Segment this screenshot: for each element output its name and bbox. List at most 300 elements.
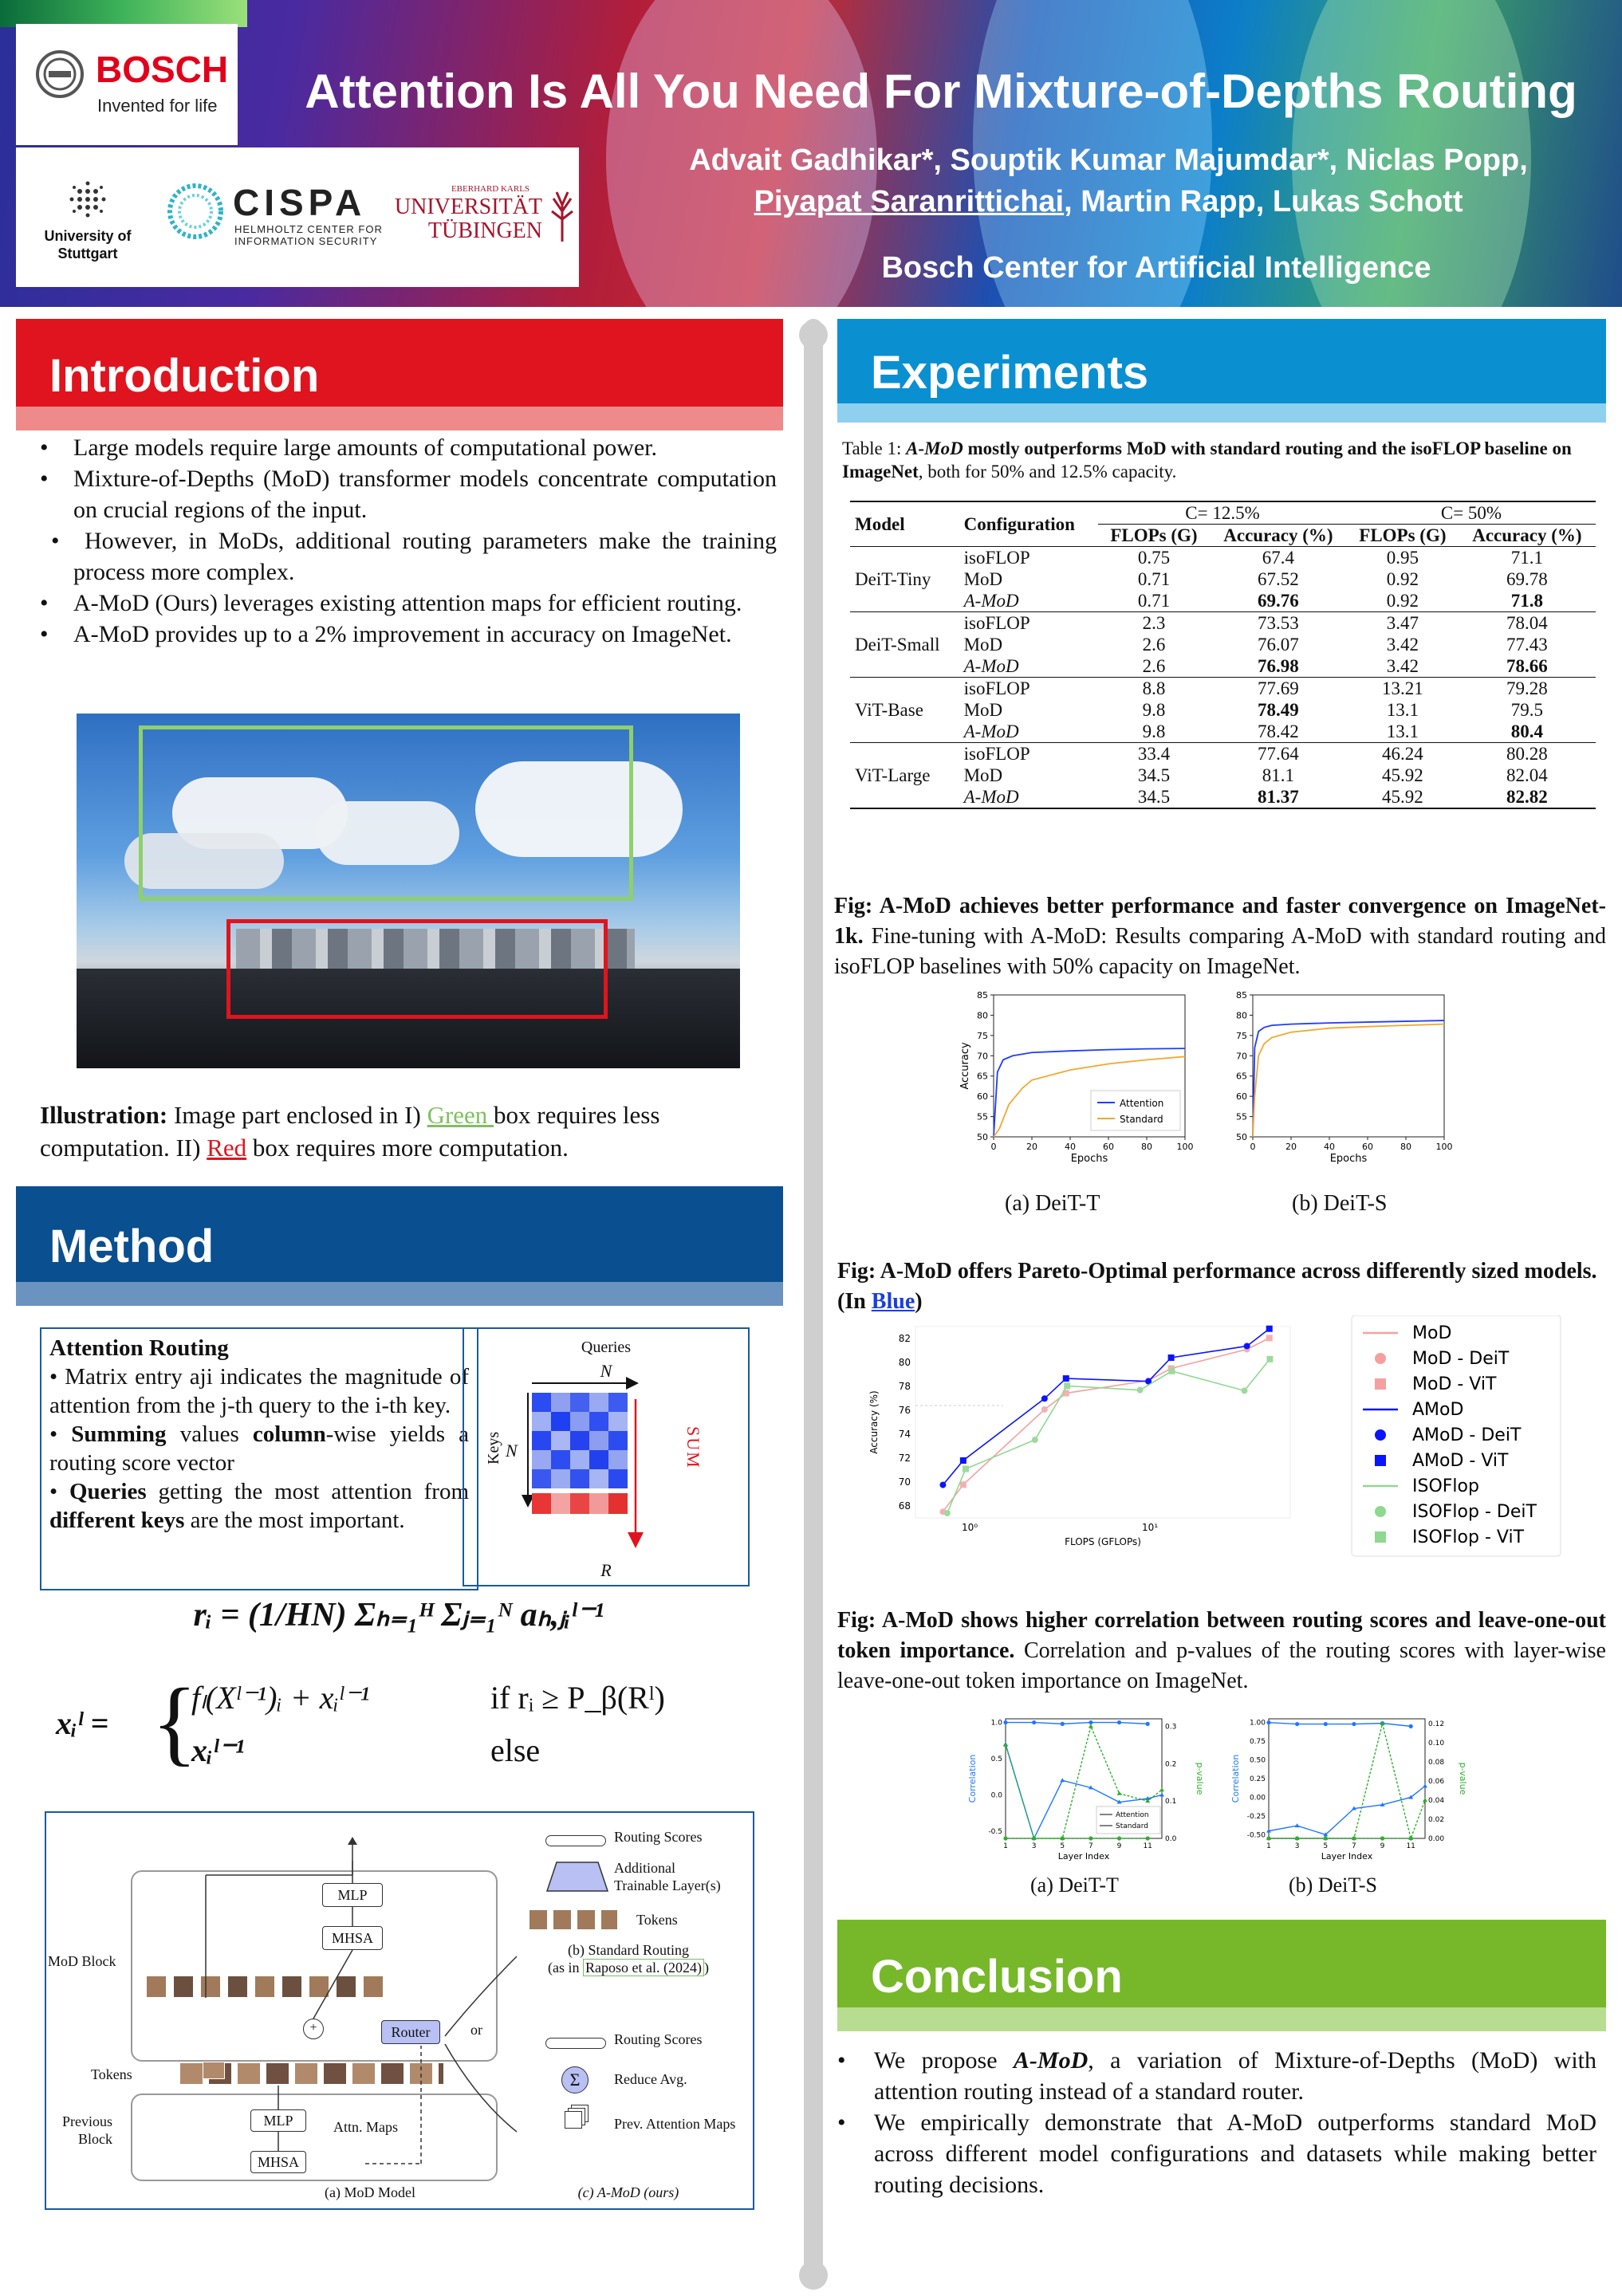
pareto-point-deit [1241, 1387, 1247, 1394]
attention-maps-stack-icon [565, 2111, 582, 2129]
table-cell-value: 76.98 [1258, 656, 1299, 676]
table-cell-value: 3.42 [1386, 656, 1419, 676]
series-marker [1061, 1722, 1065, 1726]
pareto-point-deit [1137, 1387, 1144, 1394]
y-tick-label: -0.25 [1246, 1812, 1266, 1821]
table-cell-value: 45.92 [1382, 765, 1423, 785]
legend-label: ISOFlop [1412, 1476, 1479, 1496]
pareto-point-deit [1041, 1406, 1048, 1413]
table-cell-value: 79.5 [1510, 700, 1544, 720]
authors-line2-rest: , Martin Rapp, Lukas Schott [1064, 185, 1463, 218]
x-tick-label: 40 [1065, 1142, 1076, 1152]
table-cell-value: 0.71 [1137, 591, 1171, 611]
y-right-tick-label: 0.02 [1428, 1816, 1445, 1824]
table-row [850, 743, 1596, 765]
pareto-line-amod [943, 1329, 1269, 1485]
intro-bullet: • A-MoD (Ours) leverages existing attention maps for efficient routing. [40, 588, 777, 619]
y-tick-label: 50 [1236, 1132, 1247, 1142]
x-tick-label: 11 [1143, 1842, 1152, 1850]
attn-maps-label: Attn. Maps [333, 2119, 398, 2135]
table-cell-value: 13.21 [1382, 678, 1423, 698]
pareto-point-vit [1266, 1326, 1273, 1332]
bosch-anchor-icon [35, 49, 85, 99]
series-marker [1324, 1722, 1328, 1726]
bosch-logo-box [16, 24, 238, 145]
conclusion-heading-bar [837, 2007, 1606, 2031]
x-tick-label: 1 [1003, 1842, 1008, 1850]
series-line [1006, 1723, 1148, 1724]
y-right-tick-label: 0.10 [1428, 1740, 1445, 1748]
table-cell-value: 2.3 [1142, 613, 1166, 633]
authors-line2 [622, 181, 1595, 222]
plot-frame [1269, 1719, 1425, 1838]
legend-label: AMoD - DeiT [1412, 1425, 1522, 1445]
table-cell-config: A-MoD [963, 721, 1019, 741]
legend-label: AMoD [1412, 1400, 1464, 1420]
y-axis-label: Accuracy (%) [868, 1390, 880, 1454]
cispa-logo-icon [163, 179, 227, 243]
x-tick-label: 40 [1324, 1142, 1335, 1152]
table-row [850, 765, 1596, 786]
table-cell-value: 45.92 [1382, 787, 1423, 807]
fig3-caption-bold: Fig: A-MoD shows higher correlation between routing scores and leave-one-out token importance. [837, 1608, 1606, 1663]
table-cell-config: A-MoD [963, 656, 1019, 676]
y-tick-label: 74 [898, 1429, 911, 1440]
y-tick-label: 1.0 [990, 1719, 1002, 1728]
routing-scores-label-c: Routing Scores [614, 2031, 703, 2047]
table-row [850, 634, 1596, 655]
y-tick-label: 50 [977, 1132, 988, 1142]
cispa-wordmark: CISPA [233, 182, 367, 223]
b2-bold-column: column [252, 1421, 326, 1447]
table-caption-bold: mostly outperforms MoD with standard routing and the isoFLOP baseline on ImageNet [842, 438, 1572, 482]
tokens-thumbnails-b [530, 1910, 617, 1929]
pareto-point-vit [960, 1457, 967, 1464]
series-marker [1117, 1720, 1121, 1724]
x-tick-label: 7 [1089, 1842, 1093, 1850]
mhsa-box: MHSA [322, 1926, 383, 1950]
attention-routing-b2 [49, 1420, 469, 1477]
tuebingen-1: UNIVERSITÄT [394, 195, 542, 219]
y-right-tick-label: 0.12 [1428, 1720, 1445, 1728]
series-marker [1003, 1743, 1008, 1747]
table-cell-config: A-MoD [963, 787, 1019, 807]
table-cell-value: 0.75 [1137, 548, 1171, 568]
col-configuration: Configuration [963, 514, 1075, 534]
trainable-layer-trapezoid [545, 1861, 609, 1893]
table-cell-value: 79.28 [1506, 678, 1548, 698]
y-tick-label: 0.25 [1249, 1775, 1266, 1783]
illus-text-3: box requires more computation. [246, 1134, 569, 1162]
series-line-attention [1253, 1020, 1444, 1137]
attention-routing-title: Attention Routing [49, 1335, 229, 1361]
table-cell-config: A-MoD [963, 591, 1019, 611]
table-row [850, 699, 1596, 721]
table-cell-model: DeiT-Tiny [855, 569, 931, 589]
tuebingen-tree-icon [549, 187, 576, 243]
y-right-tick-label: 0.06 [1428, 1778, 1445, 1786]
series-line-standard [1253, 1024, 1444, 1137]
attention-routing-box [40, 1327, 478, 1590]
intro-heading: Introduction [49, 350, 320, 402]
x-tick-label: 0 [1250, 1142, 1256, 1152]
y-tick-label: 85 [977, 990, 988, 1001]
table-cell-value: 2.6 [1142, 635, 1166, 655]
legend-label: Standard [1116, 1822, 1148, 1830]
intro-bullet: • Large models require large amounts of computational power. [40, 432, 777, 463]
table-cell-value: 71.8 [1510, 591, 1544, 611]
table-cell-value: 3.47 [1386, 613, 1419, 633]
table-cell-config: MoD [963, 635, 1003, 655]
y-tick-label: 76 [898, 1405, 911, 1416]
x-axis-label: Layer Index [1321, 1851, 1373, 1862]
legend-label: MoD [1412, 1323, 1452, 1343]
experiments-heading: Experiments [871, 347, 1149, 399]
x-tick-label: 80 [1400, 1142, 1411, 1152]
matrix-n-left: N [506, 1441, 518, 1461]
series-marker [1117, 1836, 1121, 1840]
table-cell-config: MoD [963, 569, 1003, 589]
poster-title: Attention Is All You Need For Mixture-of-Depths Routing [305, 65, 1577, 118]
matrix-n-top: N [600, 1361, 612, 1381]
pareto-point-deit [1041, 1395, 1048, 1402]
y-tick-label: 82 [898, 1333, 911, 1344]
table-cell-model-empty [850, 547, 959, 569]
legend-label: Attention [1120, 1098, 1164, 1109]
eq2-bot: xᵢˡ⁻¹ [191, 1732, 245, 1768]
series-marker [1003, 1836, 1007, 1840]
table-cell-value: 33.4 [1137, 744, 1171, 764]
x-tick-label: 80 [1141, 1142, 1152, 1152]
fig1a-chart [957, 989, 1196, 1180]
x-tick-label: 7 [1352, 1842, 1356, 1850]
y-tick-label: 55 [1236, 1111, 1247, 1122]
table-cell-value: 3.42 [1386, 635, 1419, 655]
additional-layer-label: Additional Trainable Layer(s) [614, 1860, 721, 1893]
caption-c-amod: (c) A-MoD (ours) [577, 2184, 679, 2200]
stuttgart-logo-icon [60, 171, 116, 227]
prev-attn-maps-label: Prev. Attention Maps [614, 2116, 736, 2132]
x-tick-label: 9 [1380, 1842, 1385, 1850]
illus-text-2: box requires less computation. II) [40, 1101, 660, 1162]
col-c-50: C= 50% [1347, 501, 1596, 525]
fig2-pareto-chart [861, 1315, 1619, 1578]
table-cell-value: 80.28 [1506, 744, 1548, 764]
routing-scores-label-b: Routing Scores [614, 1829, 703, 1845]
x-tick-label: 5 [1060, 1842, 1065, 1850]
tokens-label-b: Tokens [636, 1912, 678, 1928]
table-cell-value: 8.8 [1142, 678, 1166, 698]
y-tick-label: -0.50 [1246, 1831, 1266, 1840]
sum-node: + [303, 2019, 324, 2039]
prev-mlp-box: MLP [250, 2109, 306, 2132]
intro-bullet: • Mixture-of-Depths (MoD) transformer models concentrate computation on crucial regions of the input. [40, 463, 777, 525]
column-divider [804, 319, 823, 2288]
y-tick-label: 0.5 [990, 1755, 1002, 1763]
series-marker [1146, 1722, 1150, 1726]
table-cell-model: ViT-Base [855, 700, 923, 720]
table-cell-value: 0.92 [1386, 569, 1419, 589]
eq2-brace: { [152, 1669, 198, 1775]
col-acc-1: Accuracy (%) [1223, 525, 1333, 545]
reduce-avg-label: Reduce Avg. [614, 2071, 687, 2087]
fig1-caption-rest: Fine-tuning with A-MoD: Results comparing A-MoD with standard routing and isoFLOP baselines with 50% capacity on ImageNet. [834, 924, 1606, 979]
table-cell-model-empty [850, 743, 959, 765]
series-marker [1423, 1783, 1427, 1787]
illus-label: Illustration: [40, 1101, 168, 1129]
mod-architecture-figure [45, 1811, 754, 2210]
x-tick-label: 20 [1285, 1142, 1297, 1152]
x-tick-label: 100 [1176, 1142, 1194, 1152]
legend-swatch-square [1375, 1531, 1386, 1543]
series-marker [1409, 1724, 1413, 1728]
legend-label: Standard [1120, 1114, 1163, 1125]
table-cell-value: 69.78 [1506, 569, 1548, 589]
tuebingen-small: EBERHARD KARLS [451, 184, 530, 194]
series-marker [1089, 1724, 1093, 1728]
x-axis-label: FLOPS (GFLOPs) [1065, 1536, 1141, 1547]
attention-matrix-figure [463, 1327, 750, 1586]
x-tick-label: 10⁰ [962, 1522, 978, 1533]
pareto-point-vit [963, 1466, 969, 1472]
x-tick-label: 1 [1266, 1842, 1271, 1850]
table-cell-value: 81.37 [1258, 787, 1299, 807]
divider-cap-top [799, 320, 828, 349]
y-tick-label: 85 [1236, 990, 1247, 1001]
legend-label: MoD - DeiT [1412, 1349, 1510, 1369]
cispa-sub2: INFORMATION SECURITY [234, 235, 378, 247]
fig3-caption [837, 1606, 1606, 1696]
y-right-tick-label: 0.08 [1428, 1759, 1445, 1767]
legend-label: MoD - ViT [1412, 1374, 1497, 1394]
y-right-axis-label: p-value [1195, 1762, 1205, 1795]
y-right-tick-label: 0.1 [1165, 1798, 1177, 1807]
fig3b-chart [1224, 1712, 1479, 1872]
y-right-tick-label: 0.00 [1428, 1835, 1445, 1843]
pareto-point-vit [1168, 1368, 1175, 1374]
table-cell-model-empty [850, 612, 959, 635]
series-marker [1159, 1792, 1164, 1796]
table-caption-amod: A-MoD [906, 438, 963, 458]
cispa-sub1: HELMHOLTZ CENTER FOR [234, 223, 383, 235]
attention-matrix-svg [496, 1377, 735, 1568]
green-box [139, 725, 633, 901]
mlp-box: MLP [322, 1883, 383, 1907]
table-cell-value: 69.76 [1258, 591, 1299, 611]
legend-swatch-square [1375, 1455, 1386, 1466]
series-marker [1003, 1720, 1007, 1724]
y-tick-label: 78 [898, 1381, 911, 1392]
matrix-cells [532, 1393, 628, 1514]
red-box [226, 919, 608, 1019]
y-tick-label: 75 [977, 1030, 988, 1041]
equation-routing-score: rᵢ = (1/HN) Σₕ₌₁ᴴ Σⱼ₌₁ᴺ aₕ,ⱼᵢˡ⁻¹ [193, 1597, 604, 1634]
table-cell-config: isoFLOP [963, 548, 1030, 568]
fig2-caption-blue: Blue [871, 1289, 915, 1314]
table-cell-model-empty [850, 655, 959, 678]
eq2-top-cond: if rᵢ ≥ P_β(Rˡ) [490, 1680, 665, 1716]
bosch-tagline: Invented for life [97, 96, 218, 116]
routing-scores-bar-c [545, 2038, 606, 2049]
pareto-point-vit [1063, 1375, 1069, 1382]
series-line [1269, 1786, 1425, 1834]
fig2-caption-text: Fig: A-MoD offers Pareto-Optimal performance across differently sized models. (In [837, 1259, 1597, 1314]
token-thumb [203, 2062, 225, 2079]
x-tick-label: 3 [1294, 1842, 1300, 1850]
y-tick-label: 80 [1236, 1010, 1247, 1021]
col-flops-2: FLOPs (G) [1359, 525, 1447, 545]
table-cell-value: 0.92 [1386, 591, 1419, 611]
y-tick-label: 60 [977, 1091, 988, 1103]
pareto-point-deit [939, 1482, 946, 1488]
table-cell-value: 9.8 [1142, 700, 1166, 720]
y-axis-label: Accuracy [959, 1042, 971, 1090]
matrix-keys-label: Keys [485, 1431, 502, 1464]
table-cell-value: 78.49 [1258, 700, 1299, 720]
table-cell-value: 76.07 [1258, 635, 1299, 655]
x-tick-label: 9 [1116, 1842, 1122, 1850]
citation-raposo[interactable]: Raposo et al. (2024) [583, 1959, 704, 1976]
table-cell-value: 78.04 [1506, 613, 1548, 633]
legend-swatch-circle [1375, 1353, 1386, 1364]
y-tick-label: 0.0 [990, 1791, 1002, 1800]
method-section-header [16, 1186, 783, 1306]
table-cell-model: DeiT-Small [855, 635, 940, 655]
prev-mhsa-box: MHSA [250, 2151, 306, 2173]
table-cell-value: 78.66 [1506, 656, 1548, 676]
b2-text-end: -wise yields a routing score vector [49, 1421, 469, 1476]
bosch-wordmark: BOSCH [96, 49, 229, 90]
table-cell-config: MoD [963, 765, 1003, 785]
series-marker [1089, 1836, 1092, 1840]
routing-scores-bar-b [545, 1835, 606, 1846]
conclusion-bullet [837, 2045, 1596, 2107]
x-tick-label: 3 [1031, 1842, 1037, 1850]
table-cell-value: 34.5 [1137, 787, 1171, 807]
y-tick-label: 65 [1236, 1071, 1247, 1082]
b3-text-end: are the most important. [184, 1508, 405, 1533]
eq2-lhs: xᵢˡ = [56, 1705, 109, 1741]
attention-routing-b1: • Matrix entry aji indicates the magnitude of attention from the j-th query to the i-th key. [49, 1364, 469, 1418]
fig1-caption [834, 891, 1606, 982]
table-cell-config: MoD [963, 700, 1003, 720]
table-row [850, 568, 1596, 590]
legend-swatch-square [1375, 1378, 1386, 1390]
intro-heading-bar [16, 407, 783, 431]
y-right-tick-label: 0.04 [1428, 1797, 1445, 1805]
plot-frame [1253, 995, 1444, 1137]
table-cell-model: ViT-Large [855, 765, 931, 785]
pareto-point-vit [1266, 1335, 1273, 1341]
table-cell-value: 71.1 [1510, 548, 1544, 568]
table-row [850, 655, 1596, 678]
table-cell-value: 13.1 [1386, 721, 1419, 741]
conclusion-bullet: • We empirically demonstrate that A-MoD outperforms standard MoD across different model configurations and datasets while making better routing decisions. [837, 2107, 1596, 2200]
conclusion-section-header [837, 1920, 1606, 2031]
table-cell-value: 80.4 [1510, 721, 1544, 741]
y-axis-label: Correlation [1230, 1754, 1241, 1803]
table-cell-value: 82.82 [1506, 787, 1548, 807]
cap-b2-open: (as in [548, 1960, 584, 1976]
col-model: Model [855, 514, 905, 534]
y-tick-label: 80 [977, 1010, 988, 1021]
table-cell-value: 0.95 [1386, 548, 1419, 568]
series-marker [1423, 1798, 1427, 1802]
stuttgart-logo-text: University of Stuttgart [44, 228, 132, 261]
legend-label: Attention [1116, 1811, 1149, 1819]
y-right-axis-label: p-value [1458, 1762, 1468, 1795]
y-tick-label: 72 [898, 1453, 911, 1464]
tuebingen-2: TÜBINGEN [427, 218, 542, 243]
x-axis-label: Epochs [1070, 1153, 1108, 1165]
table-row [850, 721, 1596, 743]
conclusion-heading: Conclusion [871, 1951, 1123, 2003]
experiments-section-header [837, 319, 1606, 423]
fig1b-chart [1216, 989, 1455, 1180]
table-cell-value: 2.6 [1142, 656, 1166, 676]
x-tick-label: 0 [990, 1142, 997, 1152]
series-line [1269, 1723, 1411, 1727]
b2-text: values [166, 1421, 253, 1447]
y-tick-label: 0.75 [1249, 1738, 1266, 1747]
y-tick-label: 75 [1236, 1030, 1247, 1041]
series-marker [1146, 1836, 1150, 1840]
b3-bullet: • [49, 1479, 69, 1504]
pareto-point-vit [1064, 1382, 1070, 1389]
series-marker [1295, 1823, 1300, 1827]
y-tick-label: 70 [1236, 1051, 1247, 1062]
series-line [1269, 1724, 1425, 1838]
legend-label: ISOFlop - DeiT [1412, 1502, 1537, 1522]
x-axis-label: Epochs [1329, 1153, 1368, 1165]
router-box: Router [381, 2020, 440, 2044]
table-cell-config: isoFLOP [963, 744, 1030, 764]
fig3b-subcaption: (b) DeiT-S [1289, 1873, 1377, 1897]
series-marker [1060, 1778, 1065, 1782]
fig1a-subcaption: (a) DeiT-T [1005, 1191, 1100, 1216]
table-cell-value: 82.04 [1506, 765, 1548, 785]
series-marker [1295, 1722, 1299, 1726]
illustration-image [77, 714, 740, 1068]
authors-line1: Advait Gadhikar*, Souptik Kumar Majumdar*, Niclas Popp, [689, 144, 1528, 177]
x-tick-label: 11 [1406, 1842, 1415, 1850]
y-tick-label: 60 [1236, 1091, 1247, 1103]
table-cell-value: 81.1 [1262, 765, 1295, 785]
table-cell-value: 67.4 [1262, 548, 1295, 568]
experiments-heading-bar [837, 403, 1606, 423]
table-cell-value: 67.52 [1258, 569, 1299, 589]
x-axis-label: Layer Index [1057, 1851, 1110, 1862]
results-table [850, 501, 1596, 809]
x-tick-label: 60 [1103, 1142, 1114, 1152]
fig1b-subcaption: (b) DeiT-S [1292, 1191, 1388, 1216]
matrix-r-label: R [600, 1560, 612, 1580]
y-tick-label: 68 [898, 1500, 911, 1512]
y-tick-label: -0.5 [988, 1827, 1002, 1836]
caption-b-standard-routing-2 [525, 1960, 732, 1976]
series-marker [1117, 1791, 1122, 1795]
pareto-point-deit [944, 1510, 951, 1516]
y-tick-label: 70 [977, 1051, 988, 1062]
results-table-wrap [850, 501, 1600, 809]
or-label: or [470, 2022, 482, 2038]
table-row [850, 590, 1596, 612]
x-tick-label: 60 [1362, 1142, 1373, 1152]
col-flops-1: FLOPs (G) [1110, 525, 1198, 545]
x-tick-label: 20 [1026, 1142, 1037, 1152]
equation-update [56, 1669, 758, 1778]
table-cell-value: 77.69 [1258, 678, 1299, 698]
